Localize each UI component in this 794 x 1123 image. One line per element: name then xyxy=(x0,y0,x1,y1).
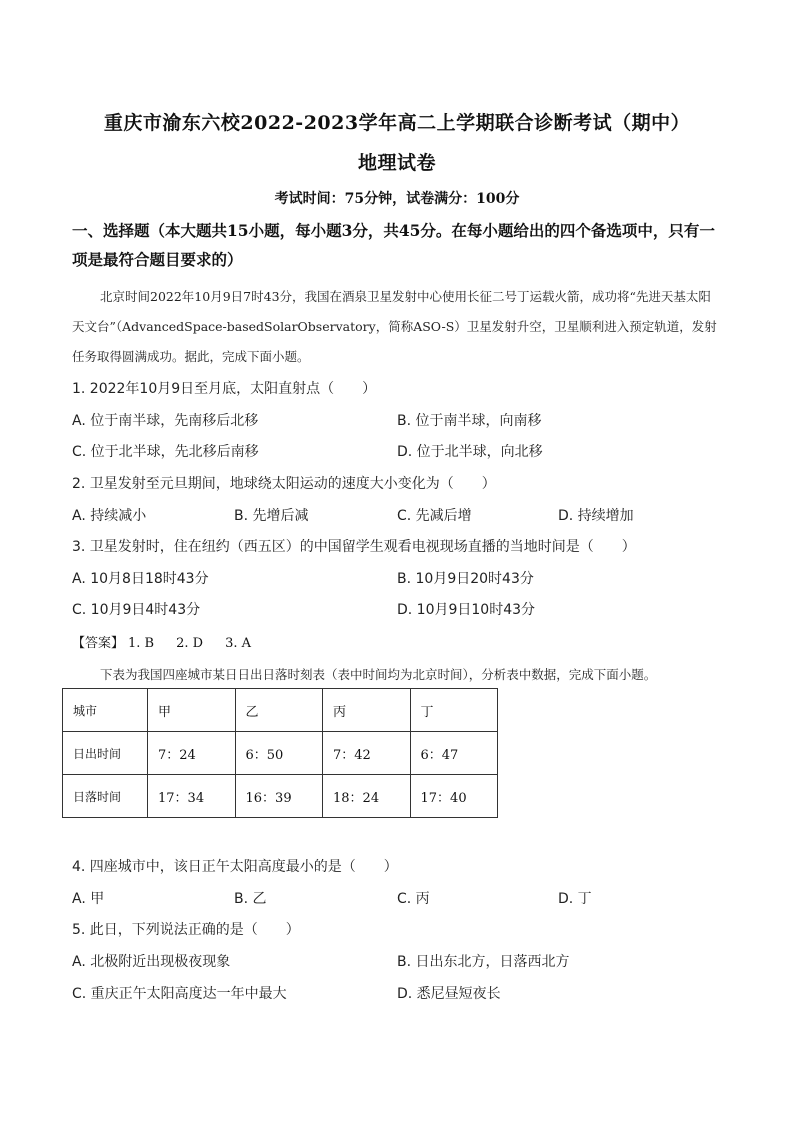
question-1-option-b: B. 位于南半球，向南移 xyxy=(397,413,542,429)
table-cell: 18：24 xyxy=(323,775,411,818)
table-cell: 6：50 xyxy=(235,732,323,775)
passage-satellite: 北京时间2022年10月9日7时43分，我国在酒泉卫星发射中心使用长征二号丁运载火箭，成功将“先进天基太阳天文台”（AdvancedSpace-basedSolarObservatory，简称ASO-S）卫星发射升空，卫星顺利进入预定轨道，发射任务取得圆满成功。据此，完成下面小题。 xyxy=(72,289,717,364)
question-3-option-c: C. 10月9日4时43分 xyxy=(72,602,201,618)
question-3-option-b: B. 10月9日20时43分 xyxy=(397,571,534,587)
question-5-option-b: B. 日出东北方，日落西北方 xyxy=(397,954,570,970)
table-row xyxy=(63,775,498,818)
exam-title: 重庆市渝东六校2022-2023学年高二上学期联合诊断考试（期中） xyxy=(103,112,691,134)
table-header-cell: 丙 xyxy=(323,689,411,732)
exam-info: 考试时间：75分钟，试卷满分：100分 xyxy=(274,191,520,207)
table-header-row xyxy=(63,689,498,732)
question-2-option-d: D. 持续增加 xyxy=(558,508,634,524)
sunrise-sunset-table xyxy=(62,688,498,818)
table-cell: 16：39 xyxy=(235,775,323,818)
question-4-stem: 4. 四座城市中，该日正午太阳高度最小的是（ ） xyxy=(72,859,398,875)
answer-label: 【答案】 xyxy=(72,636,125,651)
question-4-option-d: D. 丁 xyxy=(558,891,592,907)
question-4-option-b: B. 乙 xyxy=(234,891,267,907)
question-1-option-a: A. 位于南半球，先南移后北移 xyxy=(72,413,259,429)
question-2-stem: 2. 卫星发射至元旦期间，地球绕太阳运动的速度大小变化为（ ） xyxy=(72,476,496,492)
table-cell: 7：24 xyxy=(148,732,236,775)
answer-item: 2. D xyxy=(176,636,204,651)
question-1-option-d: D. 位于北半球，向北移 xyxy=(397,444,543,460)
table-cell: 日出时间 xyxy=(63,732,148,775)
question-5-stem: 5. 此日，下列说法正确的是（ ） xyxy=(72,922,300,938)
question-2-option-b: B. 先增后减 xyxy=(234,508,309,524)
question-1-option-c: C. 位于北半球，先北移后南移 xyxy=(72,444,259,460)
table-header-cell: 乙 xyxy=(235,689,323,732)
table-cell: 7：42 xyxy=(323,732,411,775)
section-heading: 一、选择题（本大题共15小题，每小题3分，共45分。在每小题给出的四个备选项中，只有一项是最符合题目要求的） xyxy=(72,221,715,269)
question-1-stem: 1. 2022年10月9日至月底，太阳直射点（ ） xyxy=(72,381,377,397)
answer-line xyxy=(72,632,273,651)
table-cell: 6：47 xyxy=(410,732,498,775)
question-5-option-a: A. 北极附近出现极夜现象 xyxy=(72,954,231,970)
table-cell: 17：40 xyxy=(410,775,498,818)
table-header-cell: 丁 xyxy=(410,689,498,732)
question-3-option-a: A. 10月8日18时43分 xyxy=(72,571,209,587)
table-cell: 日落时间 xyxy=(63,775,148,818)
passage-sunrise-table: 下表为我国四座城市某日日出日落时刻表（表中时间均为北京时间），分析表中数据，完成下面小题。 xyxy=(100,667,657,682)
answer-item: 3. A xyxy=(225,636,252,651)
question-3-option-d: D. 10月9日10时43分 xyxy=(397,602,536,618)
question-2-option-c: C. 先减后增 xyxy=(397,508,472,524)
question-4-option-a: A. 甲 xyxy=(72,891,105,907)
question-5-option-c: C. 重庆正午太阳高度达一年中最大 xyxy=(72,986,287,1002)
question-2-option-a: A. 持续减小 xyxy=(72,508,147,524)
answer-item: 1. B xyxy=(128,636,155,651)
question-3-stem: 3. 卫星发射时，住在纽约（西五区）的中国留学生观看电视现场直播的当地时间是（ ） xyxy=(72,539,636,555)
table-header-cell: 城市 xyxy=(63,689,148,732)
question-5-option-d: D. 悉尼昼短夜长 xyxy=(397,986,501,1002)
table-header-cell: 甲 xyxy=(148,689,236,732)
question-4-option-c: C. 丙 xyxy=(397,891,430,907)
exam-subject: 地理试卷 xyxy=(357,152,436,174)
table-row xyxy=(63,732,498,775)
table-cell: 17：34 xyxy=(148,775,236,818)
